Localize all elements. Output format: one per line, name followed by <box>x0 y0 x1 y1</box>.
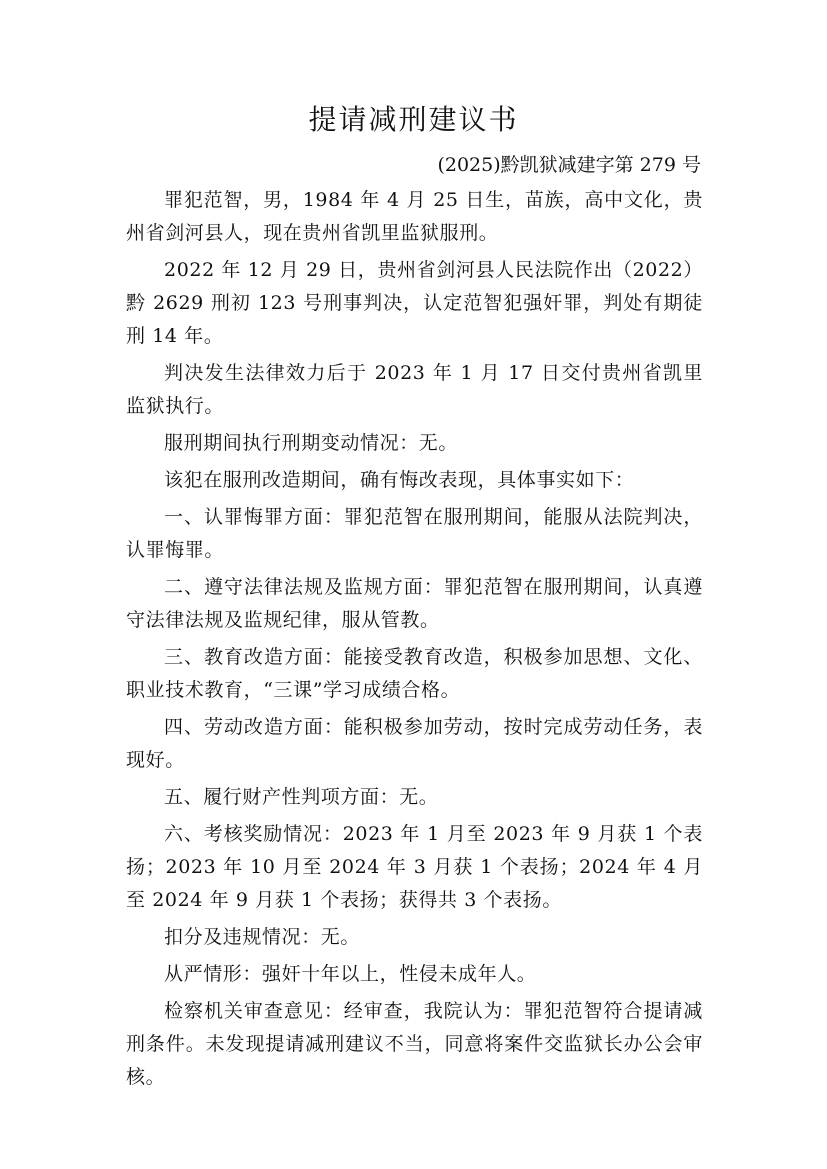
paragraph-sentence-changes: 服刑期间执行刑期变动情况：无。 <box>164 432 459 454</box>
paragraph-item-1: 一、认罪悔罪方面：罪犯范智在服刑期间，能服从法院判决，认罪悔罪。 <box>126 506 703 561</box>
paragraph-deductions: 扣分及违规情况：无。 <box>164 926 361 948</box>
paragraph-judgment: 2022 年 12 月 29 日，贵州省剑河县人民法院作出（2022）黔 2629 刑初 123 号刑事判决，认定范智犯强奸罪，判处有期徒刑 14 年。 <box>126 259 703 347</box>
document-body <box>126 184 703 1098</box>
paragraph-offender-info: 罪犯范智，男，1984 年 4 月 25 日生，苗族，高中文化，贵州省剑河县人，现在贵州省凯里监狱服刑。 <box>126 189 703 244</box>
paragraph-delivery: 判决发生法律效力后于 2023 年 1 月 17 日交付贵州省凯里监狱执行。 <box>126 362 703 417</box>
paragraph-repentance-intro: 该犯在服刑改造期间，确有悔改表现，具体事实如下： <box>164 469 635 491</box>
paragraph-strict-circumstances: 从严情形：强奸十年以上，性侵未成年人。 <box>164 963 537 985</box>
document-number: (2025)黔凯狱减建字第 279 号 <box>437 154 701 176</box>
paragraph-item-2: 二、遵守法律法规及监规方面：罪犯范智在服刑期间，认真遵守法律法规及监规纪律，服从管教。 <box>126 576 703 631</box>
paragraph-item-5: 五、履行财产性判项方面：无。 <box>164 786 439 808</box>
document-title: 提请减刑建议书 <box>308 103 519 136</box>
paragraph-item-6: 六、考核奖励情况：2023 年 1 月至 2023 年 9 月获 1 个表扬；2023 年 10 月至 2024 年 3 月获 1 个表扬；2024 年 4 月至 2024 年 9 月获 1 个表扬；获得共 3 个表扬。 <box>126 823 703 911</box>
paragraph-item-4: 四、劳动改造方面：能积极参加劳动，按时完成劳动任务，表现好。 <box>126 716 703 771</box>
paragraph-procuratorate-opinion: 检察机关审查意见：经审查，我院认为：罪犯范智符合提请减刑条件。未发现提请减刑建议不当，同意将案件交监狱长办公会审核。 <box>126 1000 703 1088</box>
paragraph-item-3: 三、教育改造方面：能接受教育改造，积极参加思想、文化、职业技术教育，“三课”学习成绩合格。 <box>126 646 703 701</box>
